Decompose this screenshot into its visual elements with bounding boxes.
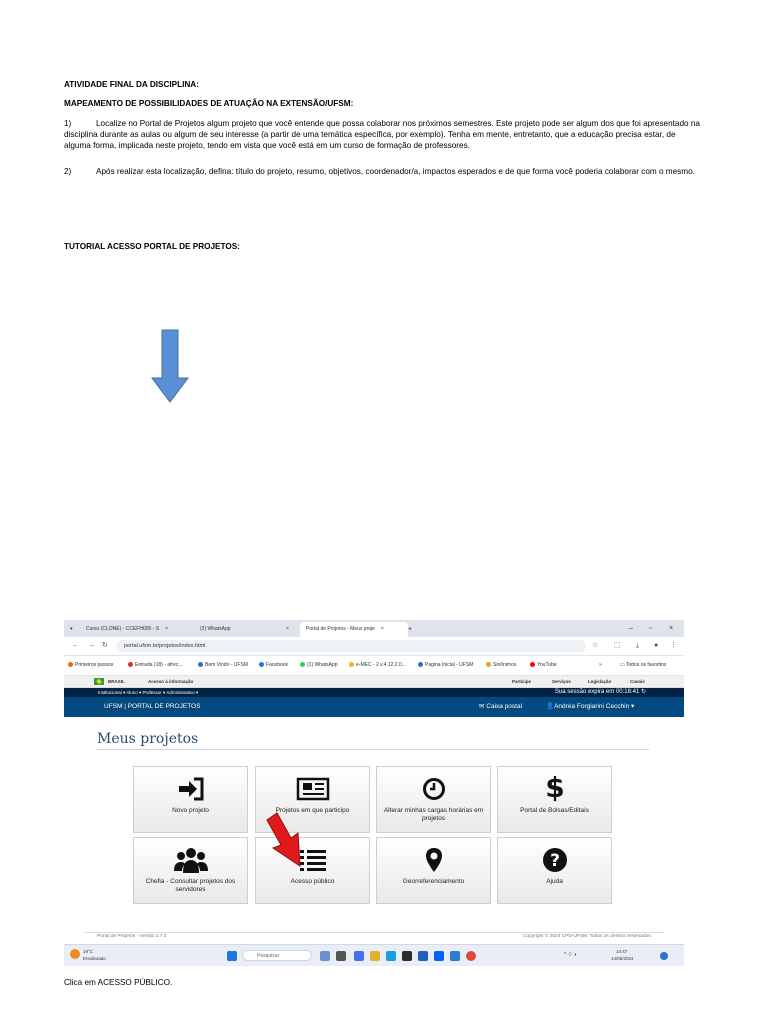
bookmark[interactable] bbox=[300, 656, 338, 675]
svg-text:$: $ bbox=[544, 772, 565, 802]
card-bolsas-editais[interactable] bbox=[497, 766, 612, 833]
all-favorites[interactable]: ▭ Todos os favoritos bbox=[620, 662, 667, 668]
question-icon bbox=[498, 847, 611, 873]
mailbox-link[interactable] bbox=[479, 697, 522, 717]
gov-servicos-link[interactable]: Serviços bbox=[552, 679, 571, 684]
svg-text:?: ? bbox=[549, 851, 560, 871]
search-placeholder: Pesquisar bbox=[257, 953, 280, 959]
brazil-flag-icon bbox=[94, 678, 104, 685]
gov-participe-link[interactable]: Participe bbox=[512, 679, 532, 684]
card-label: Portal de Bolsas/Editais bbox=[520, 807, 589, 814]
gov-brasil-link[interactable]: BRASIL bbox=[108, 679, 125, 684]
mailbox-label: Caixa postal bbox=[486, 703, 523, 710]
bookmark[interactable] bbox=[259, 656, 288, 675]
card-chefia[interactable] bbox=[133, 837, 248, 904]
task-view-icon[interactable] bbox=[336, 951, 346, 961]
pointer-arrow-icon bbox=[264, 812, 306, 870]
word-icon[interactable] bbox=[450, 951, 460, 961]
back-icon[interactable]: ← bbox=[72, 642, 79, 649]
bookmark-label: Facebook bbox=[266, 662, 288, 668]
bookmark-label: Bem Vindo - UFSM bbox=[205, 662, 248, 668]
envelope-icon: ✉ bbox=[479, 703, 485, 710]
paragraph-number: 1) bbox=[64, 119, 72, 128]
card-label: Georreferenciamento bbox=[402, 878, 465, 885]
extension-icon[interactable]: ⬚ bbox=[614, 642, 621, 649]
portal-header bbox=[64, 697, 684, 717]
dropbox-icon[interactable] bbox=[434, 951, 444, 961]
tab-title: Portal de Projetos - Meus proje bbox=[306, 626, 375, 632]
bookmark-label: Pagina Inicial - UFSM bbox=[425, 662, 474, 668]
tab-title: Curso (CLONE) - CCEFH005 - S bbox=[86, 626, 160, 632]
card-ajuda[interactable] bbox=[497, 837, 612, 904]
newspaper-icon bbox=[256, 776, 369, 802]
weather-desc: Ensolarado bbox=[83, 956, 106, 961]
institutional-menu-bar bbox=[64, 688, 684, 697]
paragraph-number: 2) bbox=[64, 167, 72, 176]
gov-acesso-link[interactable]: Acesso à informação bbox=[148, 679, 194, 684]
users-icon bbox=[134, 847, 247, 873]
reload-icon[interactable]: ↻ bbox=[102, 642, 108, 649]
sign-in-icon bbox=[134, 776, 247, 802]
card-cargas-horarias[interactable] bbox=[376, 766, 491, 833]
browser-tab-active[interactable] bbox=[300, 622, 408, 637]
bookmark[interactable] bbox=[349, 656, 406, 675]
address-bar bbox=[64, 637, 684, 656]
bookmark[interactable] bbox=[418, 656, 473, 675]
clock-icon bbox=[377, 776, 490, 802]
title-divider bbox=[97, 749, 649, 750]
profile-icon[interactable]: ● bbox=[654, 642, 659, 649]
tab-title: (2) WhatsApp bbox=[200, 626, 231, 632]
down-arrow-icon bbox=[150, 328, 190, 404]
close-window-icon[interactable]: × bbox=[669, 625, 674, 632]
tutorial-heading: TUTORIAL ACESSO PORTAL DE PROJETOS: bbox=[64, 242, 240, 251]
clock-time: 14:47 bbox=[616, 949, 628, 954]
url-input[interactable]: portal.ufsm.br/projetos/index.html bbox=[116, 640, 586, 652]
refresh-icon[interactable]: ↻ bbox=[640, 689, 646, 695]
dollar-icon bbox=[498, 772, 611, 802]
tray-icons[interactable]: ^ ⌔ ◖ bbox=[564, 952, 577, 958]
bookmark-label: YouTube bbox=[537, 662, 557, 668]
more-icon[interactable]: ⋮ bbox=[670, 642, 677, 649]
chrome-icon[interactable] bbox=[466, 951, 476, 961]
card-label: Novo projeto bbox=[172, 807, 209, 814]
browser-tab[interactable] bbox=[86, 622, 196, 637]
star-icon[interactable]: ☆ bbox=[592, 642, 599, 649]
institutional-menu[interactable]: Institucional ▾ Aluno ▾ Professor ▾ Administrativo ▾ bbox=[98, 690, 199, 695]
file-explorer-icon[interactable] bbox=[370, 951, 380, 961]
chevron-right-icon[interactable]: » bbox=[599, 662, 602, 668]
bookmark[interactable] bbox=[128, 656, 183, 675]
edge-icon[interactable] bbox=[386, 951, 396, 961]
weather-temp: 19°C bbox=[83, 949, 94, 954]
close-icon[interactable]: × bbox=[380, 626, 384, 632]
user-icon: 👤 bbox=[546, 703, 555, 710]
weather-icon[interactable] bbox=[70, 949, 80, 959]
paragraph-text: Após realizar esta localização, defina: título do projeto, resumo, objetivos, coordenador/a, impactos esperados e de que forma você poderia colaborar com o mesmo. bbox=[96, 167, 695, 176]
clock-date: 14/06/2024 bbox=[611, 956, 634, 961]
tab-menu-icon[interactable]: ▾ bbox=[70, 626, 73, 632]
store-icon[interactable] bbox=[402, 951, 412, 961]
card-label: Chefia - Consultar projetos dos servidores bbox=[145, 878, 236, 893]
bookmark-label: (1) WhatsApp bbox=[307, 662, 338, 668]
session-text: Sua sessão expira em 00:18:41 bbox=[554, 689, 640, 695]
bookmark[interactable] bbox=[198, 656, 248, 675]
browser-tab[interactable] bbox=[200, 622, 300, 637]
card-georreferenciamento[interactable] bbox=[376, 837, 491, 904]
bookmark-label: Entrada (18) - afrec... bbox=[135, 662, 183, 668]
close-icon[interactable]: × bbox=[165, 626, 168, 632]
bookmark[interactable] bbox=[68, 656, 113, 675]
map-marker-icon bbox=[377, 847, 490, 873]
bookmark-label: e-MEC - 2 v.4.12.2.0... bbox=[356, 662, 406, 668]
teams-icon[interactable] bbox=[354, 951, 364, 961]
bookmark-label: Primeiros passos bbox=[75, 662, 114, 668]
gov-bar bbox=[64, 676, 684, 688]
restore-icon[interactable]: ▫ bbox=[649, 625, 652, 632]
card-label: Ajuda bbox=[546, 878, 563, 885]
notification-icon[interactable] bbox=[660, 952, 668, 960]
windows-taskbar bbox=[64, 944, 684, 966]
footer-copyright: Copyright © 2024 CPD-UFSM. Todos os direitos reservados. bbox=[522, 934, 652, 939]
bookmark[interactable] bbox=[486, 656, 516, 675]
paragraph-text: Localize no Portal de Projetos algum projeto que você entende que possa colaborar nos próximos semestres. Este projeto pode ser algum dos que foi apresentado na disciplina durante as aulas ou algum de seu interesse (a partir de uma temática específica, por exemplo). Tenha em mente, entretanto, que a educação precisa estar, de alguma forma, implicada neste projeto, tendo em vista que você está em um curso de formação de professores. bbox=[64, 119, 700, 150]
session-timer bbox=[555, 688, 646, 697]
footer-divider bbox=[84, 932, 664, 933]
all-favorites-label: Todos os favoritos bbox=[626, 662, 667, 668]
minimize-icon[interactable]: – bbox=[629, 625, 633, 632]
close-icon[interactable]: × bbox=[286, 626, 289, 632]
card-label: Alterar minhas cargas horárias em projetos bbox=[383, 807, 484, 822]
user-menu[interactable] bbox=[546, 697, 634, 717]
card-label: Projetos em que participo bbox=[275, 807, 350, 814]
page-title: Meus projetos bbox=[97, 731, 199, 747]
card-novo-projeto[interactable] bbox=[133, 766, 248, 833]
widgets-icon[interactable] bbox=[320, 951, 330, 961]
download-icon[interactable]: ⤓ bbox=[636, 642, 640, 649]
start-icon[interactable] bbox=[227, 951, 237, 961]
user-name: Andréa Forgiarini Cecchin ▾ bbox=[554, 703, 635, 710]
app-icon[interactable] bbox=[418, 951, 428, 961]
taskbar-search[interactable] bbox=[242, 950, 312, 961]
footer-version: Portal de Projetos - Versão 3.7.4 bbox=[97, 934, 167, 939]
bookmark[interactable] bbox=[530, 656, 557, 675]
bookmark-label: Sinônimos bbox=[493, 662, 517, 668]
instruction-paragraph-1 bbox=[64, 118, 700, 151]
activity-heading: ATIVIDADE FINAL DA DISCIPLINA: bbox=[64, 80, 199, 89]
new-tab-icon[interactable]: + bbox=[408, 626, 413, 633]
forward-icon[interactable]: → bbox=[88, 642, 95, 649]
card-label: Acesso público bbox=[290, 878, 335, 885]
portal-brand[interactable]: UFSM | PORTAL DE PROJETOS bbox=[104, 703, 201, 710]
bookmarks-bar bbox=[64, 656, 684, 676]
mapping-heading: MAPEAMENTO DE POSSIBILIDADES DE ATUAÇÃO NA EXTENSÃO/UFSM: bbox=[64, 99, 354, 108]
caption-text: Clica em ACESSO PÚBLICO. bbox=[64, 978, 173, 987]
instruction-paragraph-2 bbox=[64, 166, 700, 177]
gov-legislacao-link[interactable]: Legislação bbox=[588, 679, 612, 684]
gov-canais-link[interactable]: Canais bbox=[630, 679, 645, 684]
browser-tab-bar bbox=[64, 620, 684, 637]
portal-screenshot bbox=[64, 620, 684, 966]
